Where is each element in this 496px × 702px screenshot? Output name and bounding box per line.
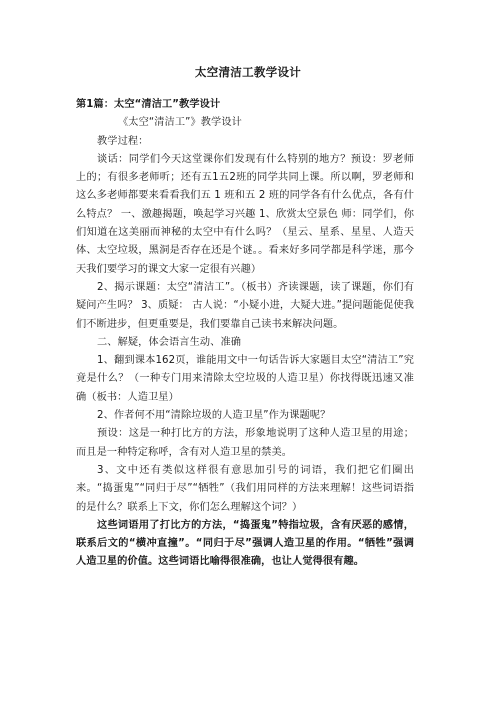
paragraph-textbook: 1、翻到课本162页，谁能用文中一句话告诉大家题目太空“清洁工”究竟是什么？（一种专门用来清除太空垃圾的人造卫星）你找得既迅速又准确（板书：人造卫星） [76,355,414,403]
section-heading: 第1篇：太空“清洁工”教学设计 [76,99,221,110]
paragraph-intro-talk: 谈话：同学们今天这堂课你们发现有什么特别的地方？预设：罗老师上的；有很多老师听；还有五1五2班的同学共同上课。所以啊，罗老师和这么多老师都要来看看我们五 1 班和五 2 班的同学各有什么优点，各有什么特点？ 一、激趣揭题，唤起学习兴趣 1、欣赏太空景色 师：同学们，你们知道在这美丽而神秘的太空中有什么吗？（星云、星系、星星、人造天体、太空垃圾，黑洞是否存在还是个谜。。看来好多同学都是科学迷，那今天我们要学习的课文大家一定很有兴趣） [76,153,414,275]
paragraph-quoted-words: 3、文中还有类似这样很有意思加引号的词语，我们把它们圈出来。“捣蛋鬼”“同归于尽”“牺牲”（我们用同样的方法来理解！这些词语指的是什么？联系上下文，你们怎么理解这个词？） [76,464,414,513]
paragraph-word-analysis: 这些词语用了打比方的方法，“捣蛋鬼”特指垃圾，含有厌恶的感情，联系后文的“横冲直撞”。“同归于尽”强调人造卫星的作用。“牺牲”强调人造卫星的价值。这些词语比喻得很准确，也让人觉得很有趣。 [76,519,414,568]
paragraph-section-two: 二、解疑，体会语言生动、准确 [97,336,242,348]
document-title: 太空清洁工教学设计 [194,65,302,79]
paragraph-reveal-topic: 2、揭示课题：太空“清洁工”。（板书）齐读课题，读了课题，你们有疑问产生吗？ 3、质疑： 古人说：“小疑小进，大疑大进。”提问题能促使我们不断进步，但更重要是，我们要靠自己读书来解决问题。 [76,281,414,330]
document-subtitle: 《太空“清洁工”》教学设计 [118,117,242,129]
paragraph-teaching-process: 教学过程： [97,135,149,147]
document-body [76,96,414,572]
paragraph-question: 2、作者何不用“清除垃圾的人造卫星”作为课题呢？ [97,410,331,422]
paragraph-preset: 预设：这是一种打比方的方法，形象地说明了这种人造卫星的用途；而且是一种特定称呼，含有对人造卫星的禁美。 [76,428,414,458]
